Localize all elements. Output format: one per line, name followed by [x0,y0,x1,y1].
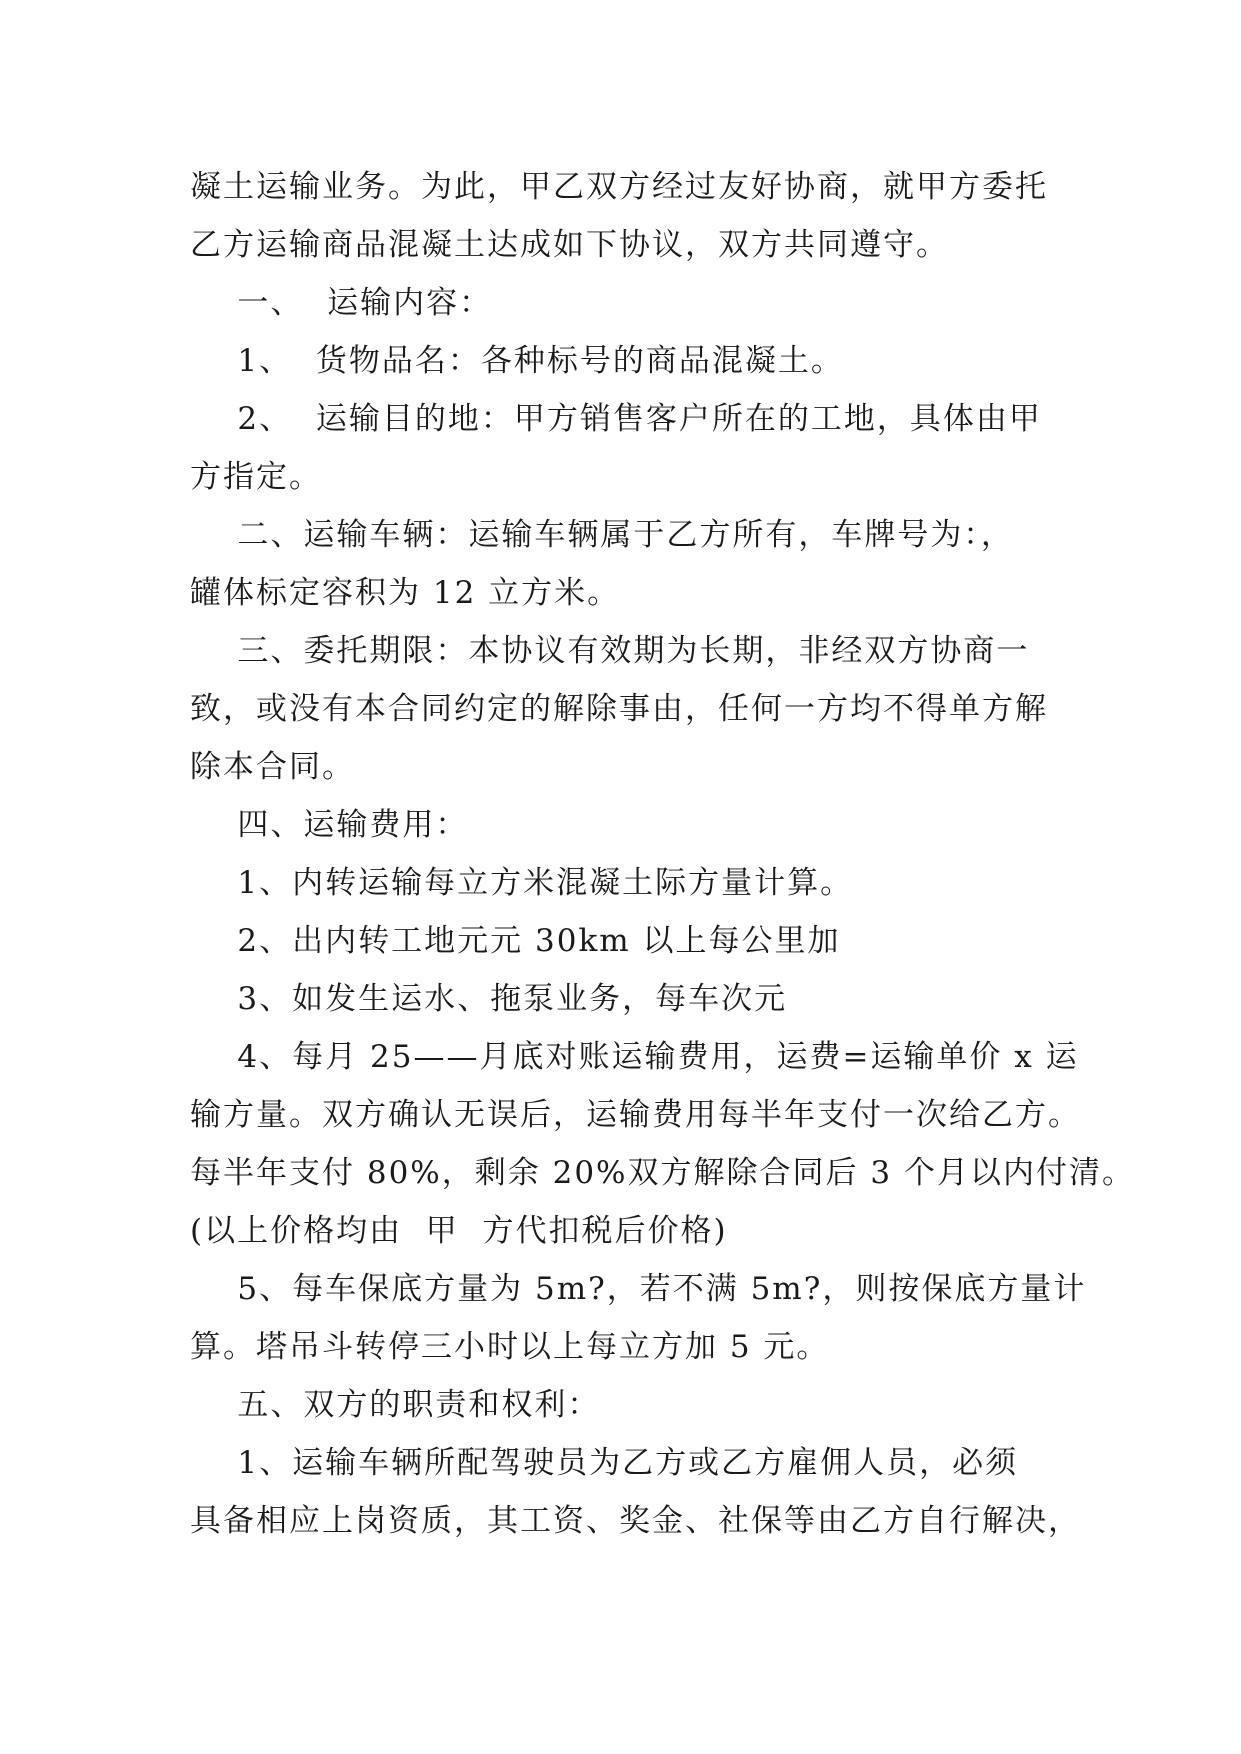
section-heading: 五、双方的职责和权利： [190,1387,601,1423]
text-line: 凝土运输业务。为此，甲乙双方经过友好协商，就甲方委托 [190,169,1048,205]
text-line: 输方量。双方确认无误后，运输费用每半年支付一次给乙方。 [190,1097,1081,1133]
section-heading: 一、 运输内容： [190,285,493,321]
text-line: 1、 货物品名：各种标号的商品混凝土。 [190,343,844,379]
text-line: 1、内转运输每立方米混凝土际方量计算。 [190,865,854,901]
text-line: 除本合同。 [190,749,355,785]
text-line: (以上价格均由 甲 方代扣税后价格) [190,1213,728,1249]
text-line: 4、每月 25——月底对账运输费用，运费=运输单价 x 运 [190,1039,1079,1075]
text-line: 2、 运输目的地：甲方销售客户所在的工地，具体由甲 [190,401,1042,437]
section-heading: 三、委托期限：本协议有效期为长期，非经双方协商一 [190,633,1030,669]
text-line: 5、每车保底方量为 5m?，若不满 5m?，则按保底方量计 [190,1271,1087,1307]
section-heading: 二、运输车辆：运输车辆属于乙方所有，车牌号为：， [190,517,1014,553]
text-line: 算。塔吊斗转停三小时以上每立方加 5 元。 [190,1329,830,1365]
text-line: 2、出内转工地元元 30km 以上每公里加 [190,923,841,959]
text-line: 方指定。 [190,459,322,495]
text-line: 乙方运输商品混凝土达成如下协议，双方共同遵守。 [190,227,949,263]
text-line: 3、如发生运水、拖泵业务，每车次元 [190,981,788,1017]
text-line: 每半年支付 80%，剩余 20%双方解除合同后 3 个月以内付清。 [190,1155,1135,1191]
text-line: 罐体标定容积为 12 立方米。 [190,575,621,611]
text-line: 致，或没有本合同约定的解除事由，任何一方均不得单方解 [190,691,1048,727]
document-body [190,158,1135,1550]
section-heading: 四、运输费用： [190,807,469,843]
text-line: 1、运输车辆所配驾驶员为乙方或乙方雇佣人员，必须 [190,1445,1019,1481]
text-line: 具备相应上岗资质，其工资、奖金、社保等由乙方自行解决， [190,1503,1081,1539]
